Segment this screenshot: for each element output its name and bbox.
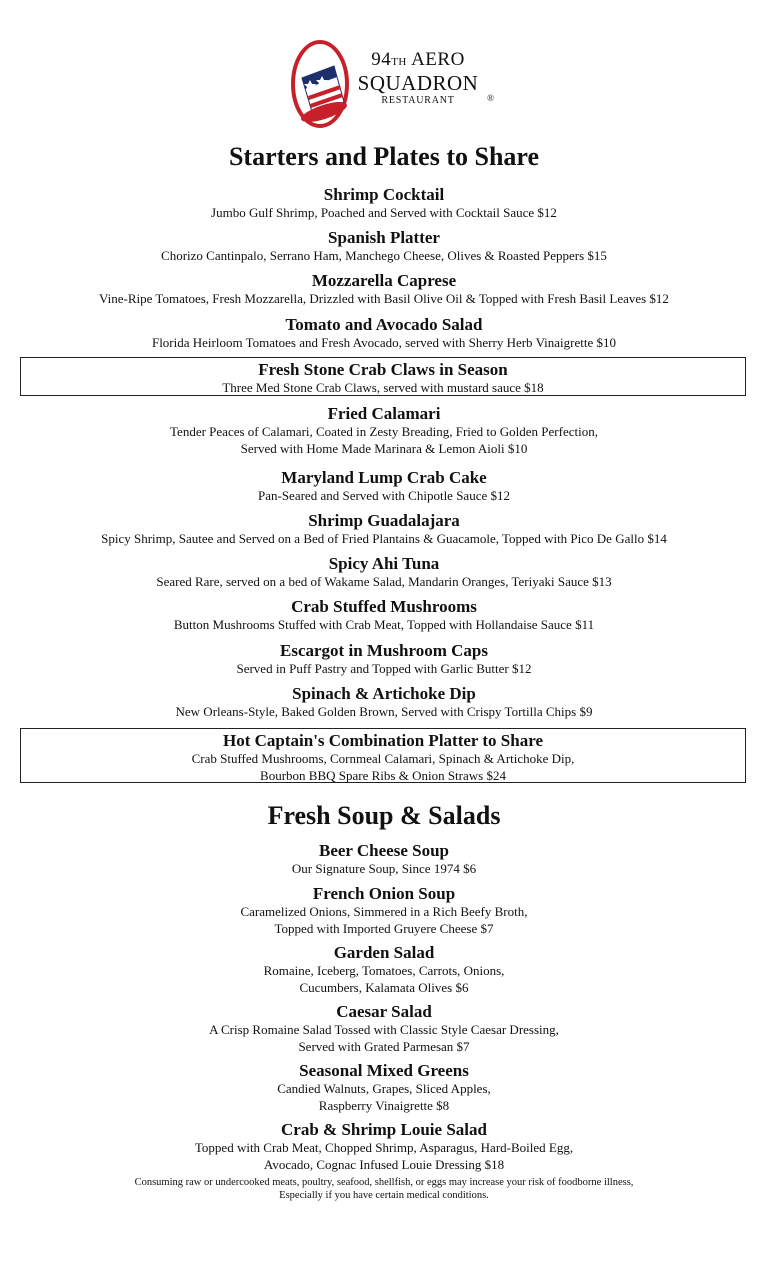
menu-item-name: Crab Stuffed Mushrooms [291, 597, 477, 616]
menu-item-desc: Romaine, Iceberg, Tomatoes, Carrots, Onions, [263, 963, 505, 978]
menu-item [0, 512, 768, 547]
brand-line-2: SQUADRON [357, 71, 479, 95]
menu-item [0, 186, 768, 221]
menu-item-desc: Seared Rare, served on a bed of Wakame Salad, Mandarin Oranges, Teriyaki Sauce $13 [156, 574, 612, 589]
menu-item-desc: Chorizo Cantinpalo, Serrano Ham, Manchego Cheese, Olives & Roasted Peppers $15 [161, 248, 607, 263]
health-disclaimer [0, 1176, 768, 1202]
menu-item-desc: Bourbon BBQ Spare Ribs & Onion Straws $24 [260, 768, 506, 783]
menu-item-name: Fried Calamari [327, 404, 441, 423]
menu-item-desc: Served with Grated Parmesan $7 [298, 1039, 470, 1054]
menu-item [0, 598, 768, 633]
menu-item-desc: Candied Walnuts, Grapes, Sliced Apples, [277, 1081, 491, 1096]
menu-item-name: Spanish Platter [328, 228, 440, 247]
menu-item-desc: A Crisp Romaine Salad Tossed with Classic Style Caesar Dressing, [209, 1022, 559, 1037]
menu-item [0, 229, 768, 264]
menu-item [0, 405, 768, 457]
disclaimer-line: Especially if you have certain medical conditions. [279, 1190, 489, 1201]
menu-item-desc: Spicy Shrimp, Sautee and Served on a Bed of Fried Plantains & Guacamole, Topped with Pico De Gallo $14 [101, 531, 667, 546]
brand-line-1: 94TH AERO [371, 49, 465, 70]
registered-mark: ® [487, 93, 494, 103]
menu-item [0, 1121, 768, 1173]
menu-item [0, 842, 768, 877]
brand-name [348, 49, 494, 108]
featured-menu-item [20, 357, 746, 396]
menu-item-name: Shrimp Cocktail [323, 185, 445, 204]
menu-item-name: Maryland Lump Crab Cake [281, 468, 487, 487]
menu-item-name: Escargot in Mushroom Caps [280, 641, 488, 660]
menu-item-desc: Vine-Ripe Tomatoes, Fresh Mozzarella, Drizzled with Basil Olive Oil & Topped with Fresh Basil Leaves $12 [99, 291, 669, 306]
menu-item-name: Fresh Stone Crab Claws in Season [258, 360, 508, 379]
menu-item [0, 642, 768, 677]
menu-item-desc: Topped with Crab Meat, Chopped Shrimp, Asparagus, Hard-Boiled Egg, [194, 1140, 574, 1155]
menu-item-desc: Avocado, Cognac Infused Louie Dressing $18 [263, 1157, 505, 1172]
brand-line-3: RESTAURANT [381, 95, 455, 106]
menu-item-name: Tomato and Avocado Salad [285, 315, 483, 334]
menu-item-desc: Caramelized Onions, Simmered in a Rich Beefy Broth, [240, 904, 528, 919]
menu-item [0, 885, 768, 937]
menu-item-name: Hot Captain's Combination Platter to Share [222, 731, 544, 750]
menu-item-desc: Raspberry Vinaigrette $8 [318, 1098, 450, 1113]
menu-item-name: Caesar Salad [336, 1002, 432, 1021]
menu-item-name: Spinach & Artichoke Dip [292, 684, 476, 703]
menu-item [0, 316, 768, 351]
menu-item [0, 685, 768, 720]
menu-item-desc: Our Signature Soup, Since 1974 $6 [291, 861, 477, 876]
menu-item-name: Beer Cheese Soup [318, 841, 449, 860]
menu-item-name: Shrimp Guadalajara [308, 511, 460, 530]
menu-item [0, 555, 768, 590]
menu-item-name: Garden Salad [333, 943, 435, 962]
menu-item [0, 944, 768, 996]
menu-item-desc: Three Med Stone Crab Claws, served with mustard sauce $18 [222, 380, 544, 395]
menu-item-name: Seasonal Mixed Greens [299, 1061, 469, 1080]
soups-section-title: Fresh Soup & Salads [267, 801, 501, 830]
menu-item-desc: Button Mushrooms Stuffed with Crab Meat, Topped with Hollandaise Sauce $11 [173, 617, 595, 632]
menu-item-desc: Topped with Imported Gruyere Cheese $7 [274, 921, 494, 936]
menu-item-desc: Pan-Seared and Served with Chipotle Sauce $12 [258, 488, 510, 503]
menu-item-desc: Tender Peaces of Calamari, Coated in Zesty Breading, Fried to Golden Perfection, [170, 424, 598, 439]
menu-item-desc: Cucumbers, Kalamata Olives $6 [299, 980, 469, 995]
menu-item-desc: Served with Home Made Marinara & Lemon Aioli $10 [240, 441, 528, 456]
menu-item-name: Crab & Shrimp Louie Salad [281, 1120, 487, 1139]
disclaimer-line: Consuming raw or undercooked meats, poultry, seafood, shellfish, or eggs may increase your risk of foodborne illness, [134, 1177, 634, 1188]
menu-item-name: Mozzarella Caprese [311, 271, 457, 290]
menu-item-name: Spicy Ahi Tuna [328, 554, 440, 573]
menu-item [0, 1003, 768, 1055]
menu-item-desc: Florida Heirloom Tomatoes and Fresh Avocado, served with Sherry Herb Vinaigrette $10 [151, 335, 617, 350]
starters-section-title: Starters and Plates to Share [228, 142, 540, 171]
restaurant-logo [288, 36, 494, 126]
menu-item [0, 1062, 768, 1114]
menu-item-desc: Served in Puff Pastry and Topped with Garlic Butter $12 [236, 661, 532, 676]
featured-menu-item [20, 728, 746, 783]
menu-item-name: French Onion Soup [312, 884, 456, 903]
menu-item-desc: Jumbo Gulf Shrimp, Poached and Served with Cocktail Sauce $12 [211, 205, 557, 220]
menu-item-desc: New Orleans-Style, Baked Golden Brown, Served with Crispy Tortilla Chips $9 [175, 704, 593, 719]
menu-item-desc: Crab Stuffed Mushrooms, Cornmeal Calamari, Spinach & Artichoke Dip, [191, 751, 575, 766]
menu-item [0, 469, 768, 504]
menu-item [0, 272, 768, 307]
